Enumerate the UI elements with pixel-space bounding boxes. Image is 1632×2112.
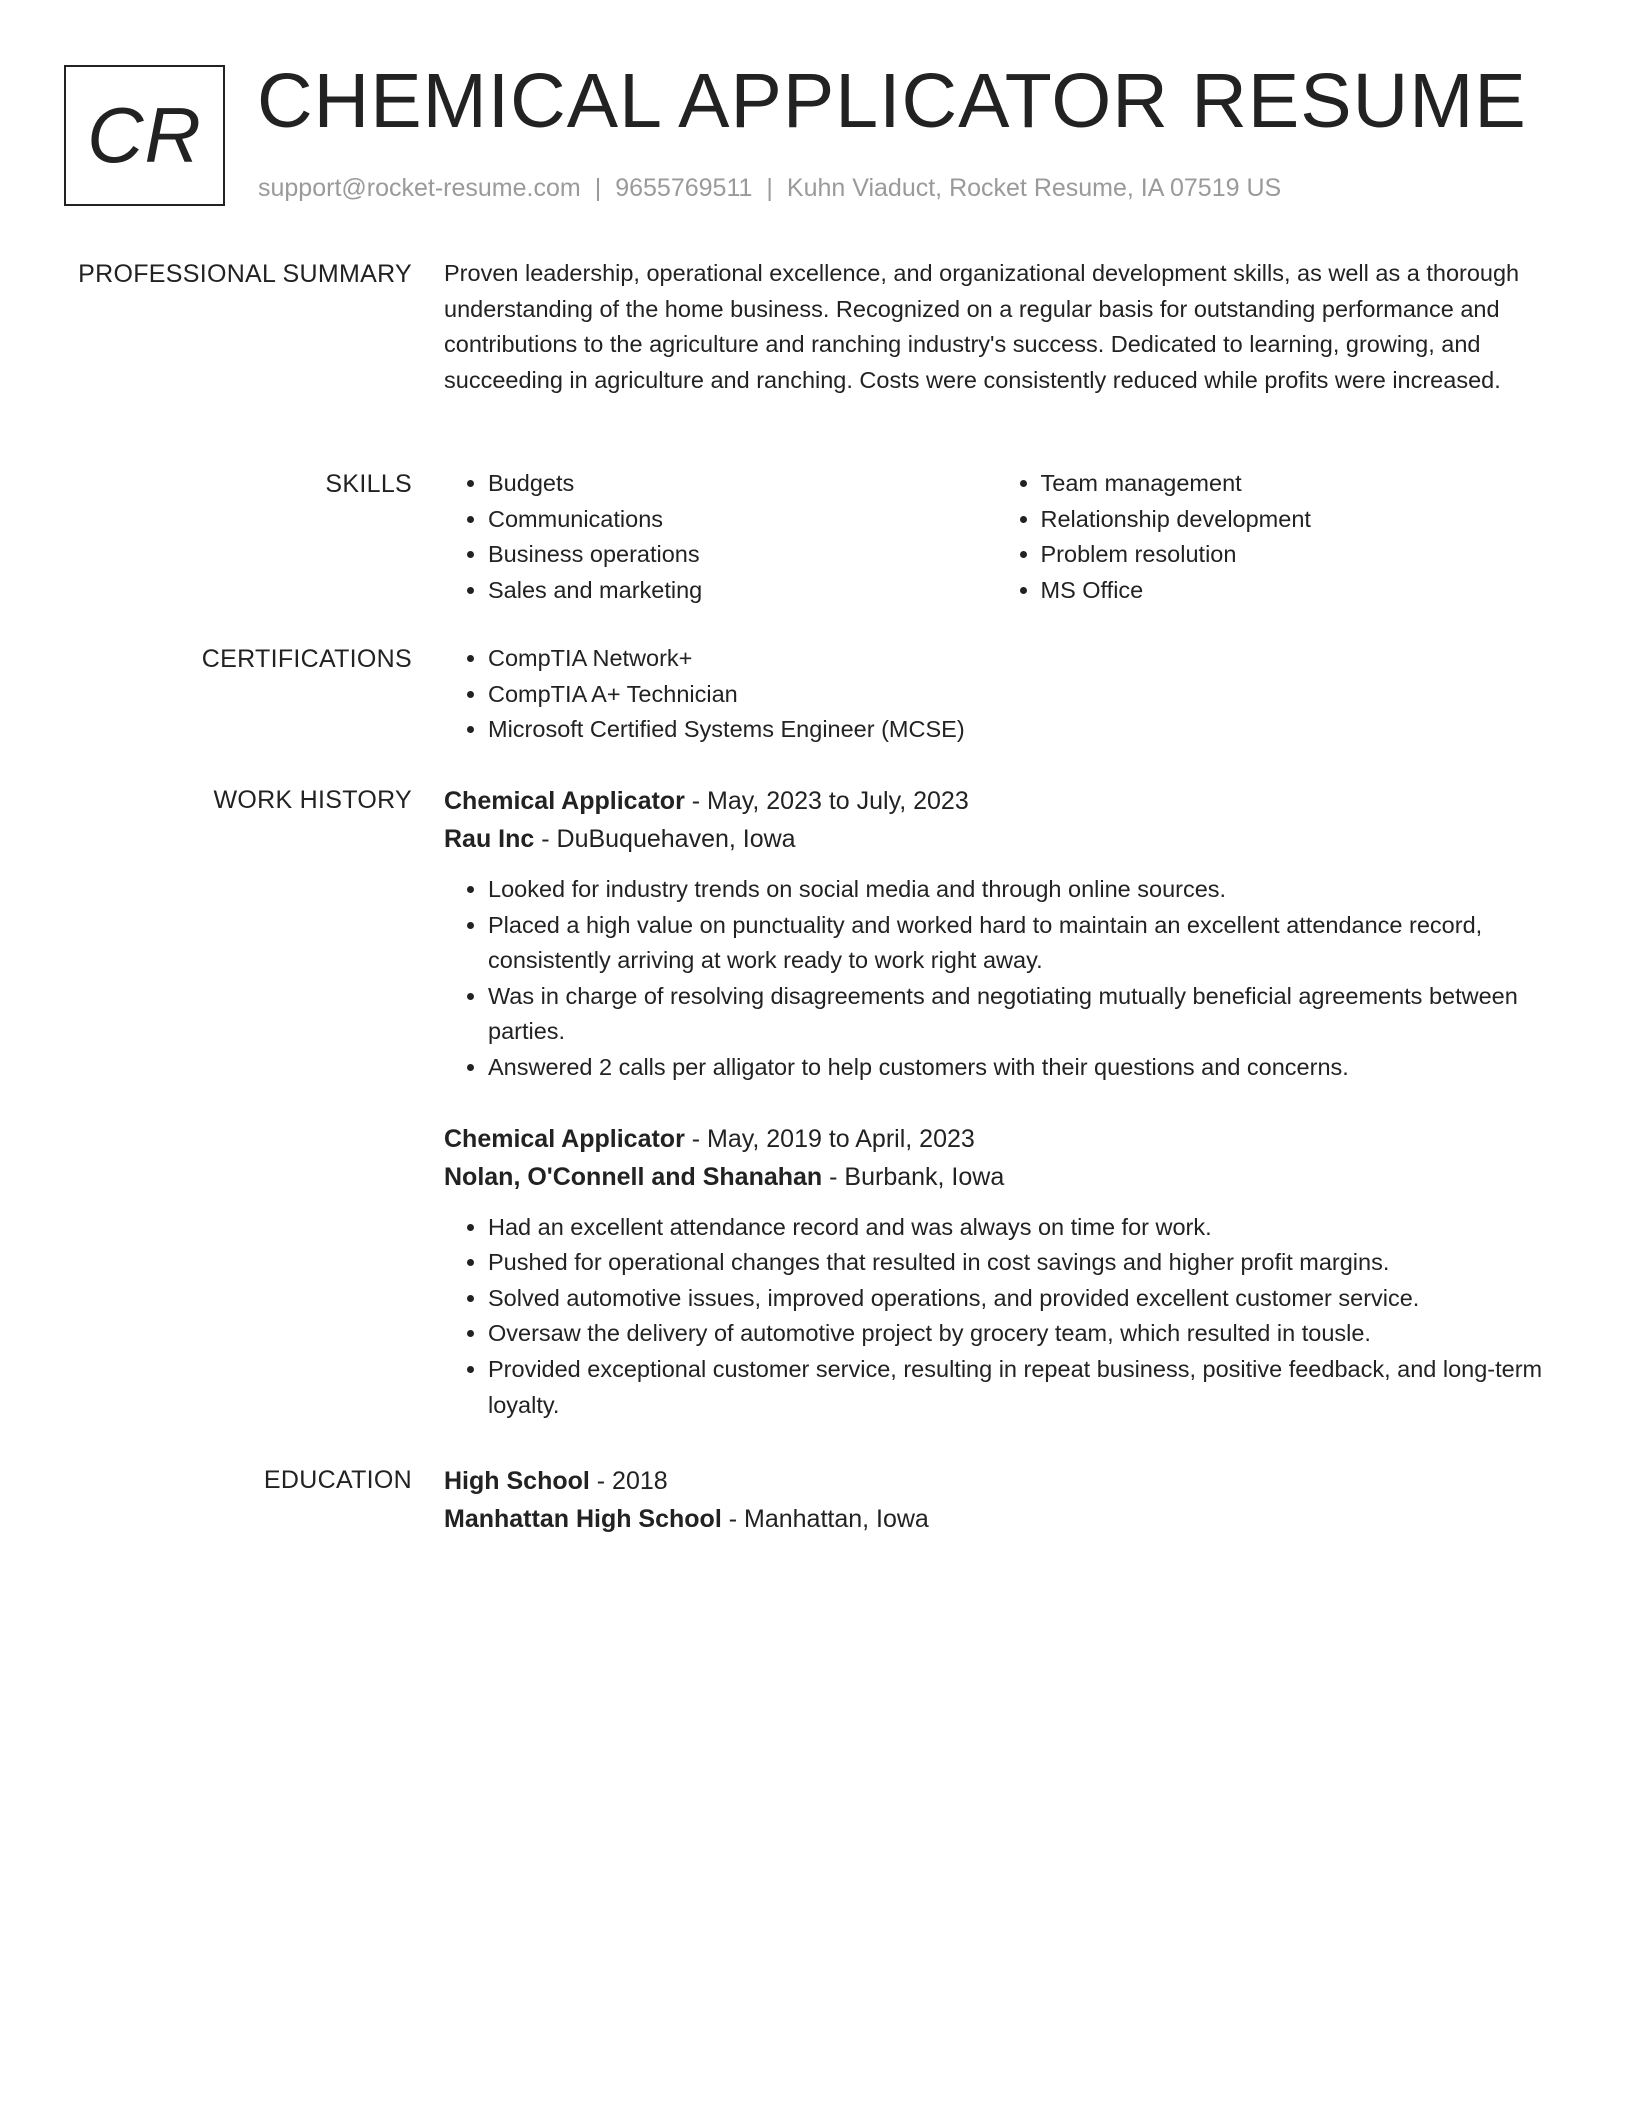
company-name: Rau Inc	[444, 825, 535, 853]
section-title: CERTIFICATIONS	[201, 645, 412, 673]
skill-item: • Sales and marketing	[488, 573, 997, 609]
company-name: Nolan, O'Connell and Shanahan	[444, 1162, 823, 1191]
job-bullet: • Was in charge of resolving disagreements and negotiating mutually beneficial agreements between parties.	[488, 979, 1549, 1050]
degree: High School	[444, 1467, 590, 1495]
job-title-line	[444, 1120, 1549, 1158]
job-bullet: • Solved automotive issues, improved operations, and provided excellent customer service.	[488, 1281, 1549, 1317]
job-bullet: • Had an excellent attendance record and was always on time for work.	[488, 1210, 1549, 1246]
skill-item: • Problem resolution	[1041, 537, 1550, 573]
job-title-line	[444, 782, 1549, 820]
certification-item: • CompTIA A+ Technician	[488, 677, 1549, 713]
skills-list-right	[997, 466, 1550, 608]
job-bullet: • Answered 2 calls per alligator to help customers with their questions and concerns.	[488, 1050, 1549, 1086]
certification-item: • CompTIA Network+	[488, 641, 1549, 677]
contact-line	[258, 174, 1281, 203]
separator: |	[594, 174, 602, 202]
skill-item: • Business operations	[488, 537, 997, 573]
skill-item: • MS Office	[1041, 573, 1550, 609]
separator: |	[766, 174, 773, 202]
job-title: Chemical Applicator	[444, 787, 685, 815]
job-company-line	[444, 820, 1549, 858]
company-location: - Burbank, Iowa	[822, 1162, 1005, 1191]
resume-title: CHEMICAL APPLICATOR RESUME	[257, 58, 1527, 144]
school-location: - Manhattan, Iowa	[721, 1505, 929, 1533]
section-title: WORK HISTORY	[213, 786, 412, 814]
job-bullet: • Pushed for operational changes that resulted in cost savings and higher profit margins.	[488, 1245, 1549, 1281]
school-name: Manhattan High School	[444, 1505, 722, 1533]
certification-item: • Microsoft Certified Systems Engineer (MCSE)	[488, 712, 1549, 748]
phone[interactable]: 9655769511	[615, 174, 753, 202]
summary-body	[444, 256, 1549, 398]
education-degree-line	[444, 1462, 1549, 1500]
certifications-body	[444, 641, 1549, 748]
summary-text: Proven leadership, operational excellence, and organizational development skills, as well as a thorough understanding of the home business. Recognized on a regular basis for outstanding performance and contributions to the agriculture and ranching industry's success. Dedicated to learning, growing, and succeeding in agriculture and ranching. Costs were consistently reduced while profits were increased.	[444, 260, 1520, 393]
education-school-line	[444, 1500, 1549, 1538]
email[interactable]: support@rocket-resume.com	[258, 174, 581, 202]
job-bullets	[444, 1210, 1549, 1424]
skill-item: • Team management	[1041, 466, 1550, 502]
job-bullet: • Looked for industry trends on social media and through online sources.	[488, 872, 1549, 908]
address: Kuhn Viaduct, Rocket Resume, IA 07519 US	[786, 174, 1282, 202]
section-title: SKILLS	[325, 470, 412, 498]
job-entry	[444, 782, 1549, 1086]
skills-list-left	[444, 466, 997, 608]
certifications-list	[444, 641, 1549, 748]
company-location: - DuBuquehaven, Iowa	[534, 825, 796, 853]
job-bullet: • Provided exceptional customer service, resulting in repeat business, positive feedback, and long-term loyalty.	[488, 1352, 1549, 1423]
work-history-body	[444, 782, 1549, 1423]
skill-item: • Relationship development	[1041, 502, 1550, 538]
job-bullets	[444, 872, 1549, 1086]
job-dates: - May, 2023 to July, 2023	[684, 787, 969, 815]
monogram: CR	[64, 65, 225, 206]
education-body	[444, 1462, 1549, 1538]
job-bullet: • Oversaw the delivery of automotive project by grocery team, which resulted in tousle.	[488, 1316, 1549, 1352]
skills-grid	[444, 466, 1549, 608]
job-dates: - May, 2019 to April, 2023	[684, 1124, 975, 1153]
section-title: EDUCATION	[263, 1466, 412, 1494]
section-title: PROFESSIONAL SUMMARY	[78, 260, 412, 288]
graduation-year: - 2018	[589, 1467, 668, 1495]
skill-item: • Communications	[488, 502, 997, 538]
job-company-line	[444, 1158, 1549, 1196]
job-bullet: • Placed a high value on punctuality and worked hard to maintain an excellent attendance record, consistently arriving at work ready to work right away.	[488, 908, 1549, 979]
skill-item: • Budgets	[488, 466, 997, 502]
job-entry	[444, 1120, 1549, 1424]
job-title: Chemical Applicator	[444, 1124, 685, 1153]
